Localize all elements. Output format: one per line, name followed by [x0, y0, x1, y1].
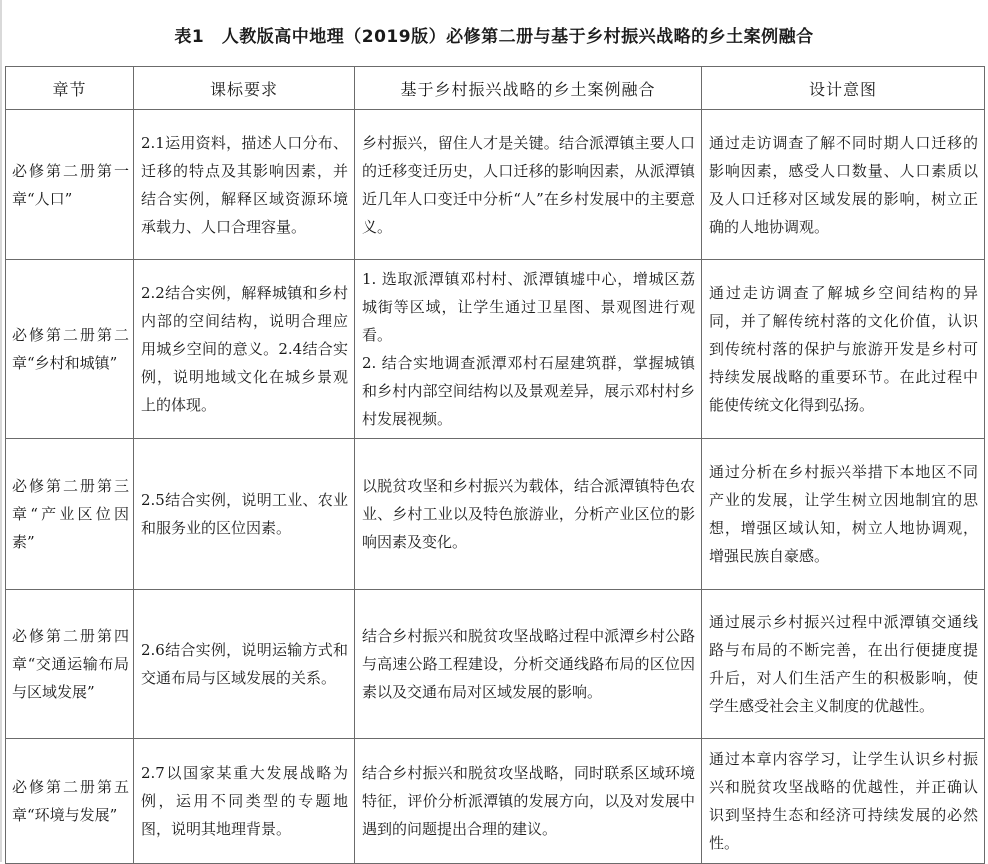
page-edge: [0, 0, 2, 862]
header-standard: 课标要求: [134, 67, 355, 110]
case-item-2: 2. 结合实地调查派潭邓村石屋建筑群，掌握城镇和乡村内部空间结构以及景观差异，展示邓村村乡村发展视频。: [362, 354, 695, 428]
table-row: [6, 739, 985, 864]
cell-chapter: 必修第二册第二章“乡村和城镇”: [6, 260, 134, 439]
header-intent: 设计意图: [702, 67, 985, 110]
table-caption: 表1 人教版高中地理（2019版）必修第二册与基于乡村振兴战略的乡土案例融合: [174, 27, 814, 47]
cell-intent: 通过本章内容学习，让学生认识乡村振兴和脱贫攻坚战略的优越性，并正确认识到坚持生态和经济可持续发展的必然性。: [702, 739, 985, 864]
cell-case: 结合乡村振兴和脱贫攻坚战略，同时联系区域环境特征，评价分析派潭镇的发展方向，以及对发展中遇到的问题提出合理的建议。: [355, 739, 702, 864]
cell-standard: 2.1运用资料，描述人口分布、迁移的特点及其影响因素，并结合实例，解释区域资源环境承载力、人口合理容量。: [134, 110, 355, 260]
cell-chapter: 必修第二册第一章“人口”: [6, 110, 134, 260]
table-row: [6, 439, 985, 590]
cell-standard: 2.2结合实例，解释城镇和乡村内部的空间结构，说明合理应用城乡空间的意义。2.4结合实例，说明地域文化在城乡景观上的体现。: [134, 260, 355, 439]
header-chapter: 章节: [6, 67, 134, 110]
cell-case: 以脱贫攻坚和乡村振兴为载体，结合派潭镇特色农业、乡村工业以及特色旅游业，分析产业区位的影响因素及变化。: [355, 439, 702, 590]
cell-standard: 2.7以国家某重大发展战略为例，运用不同类型的专题地图，说明其地理背景。: [134, 739, 355, 864]
case-item-1: 1. 选取派潭镇邓村村、派潭镇墟中心，增城区荔城街等区域，让学生通过卫星图、景观图进行观看。: [362, 270, 695, 344]
table-header-row: [6, 67, 985, 110]
curriculum-table: [5, 66, 985, 864]
cell-intent: 通过走访调查了解不同时期人口迁移的影响因素，感受人口数量、人口素质以及人口迁移对区域发展的影响，树立正确的人地协调观。: [702, 110, 985, 260]
cell-case: 乡村振兴，留住人才是关键。结合派潭镇主要人口的迁移变迁历史，人口迁移的影响因素，从派潭镇近几年人口变迁中分析“人”在乡村发展中的主要意义。: [355, 110, 702, 260]
cell-chapter: 必修第二册第四章“交通运输布局与区域发展”: [6, 590, 134, 739]
header-case: 基于乡村振兴战略的乡土案例融合: [355, 67, 702, 110]
cell-chapter: 必修第二册第三章“产业区位因素”: [6, 439, 134, 590]
cell-intent: 通过展示乡村振兴过程中派潭镇交通线路与布局的不断完善，在出行便捷度提升后，对人们生活产生的积极影响，使学生感受社会主义制度的优越性。: [702, 590, 985, 739]
table-row: [6, 110, 985, 260]
cell-chapter: 必修第二册第五章“环境与发展”: [6, 739, 134, 864]
cell-case: [355, 260, 702, 439]
table-row: [6, 590, 985, 739]
cell-intent: 通过走访调查了解城乡空间结构的异同，并了解传统村落的文化价值，认识到传统村落的保护与旅游开发是乡村可持续发展战略的重要环节。在此过程中能使传统文化得到弘扬。: [702, 260, 985, 439]
cell-standard: 2.5结合实例，说明工业、农业和服务业的区位因素。: [134, 439, 355, 590]
cell-standard: 2.6结合实例，说明运输方式和交通布局与区域发展的关系。: [134, 590, 355, 739]
cell-case: 结合乡村振兴和脱贫攻坚战略过程中派潭乡村公路与高速公路工程建设，分析交通线路布局的区位因素以及交通布局对区域发展的影响。: [355, 590, 702, 739]
cell-intent: 通过分析在乡村振兴举措下本地区不同产业的发展，让学生树立因地制宜的思想，增强区域认知，树立人地协调观，增强民族自豪感。: [702, 439, 985, 590]
table-row: [6, 260, 985, 439]
